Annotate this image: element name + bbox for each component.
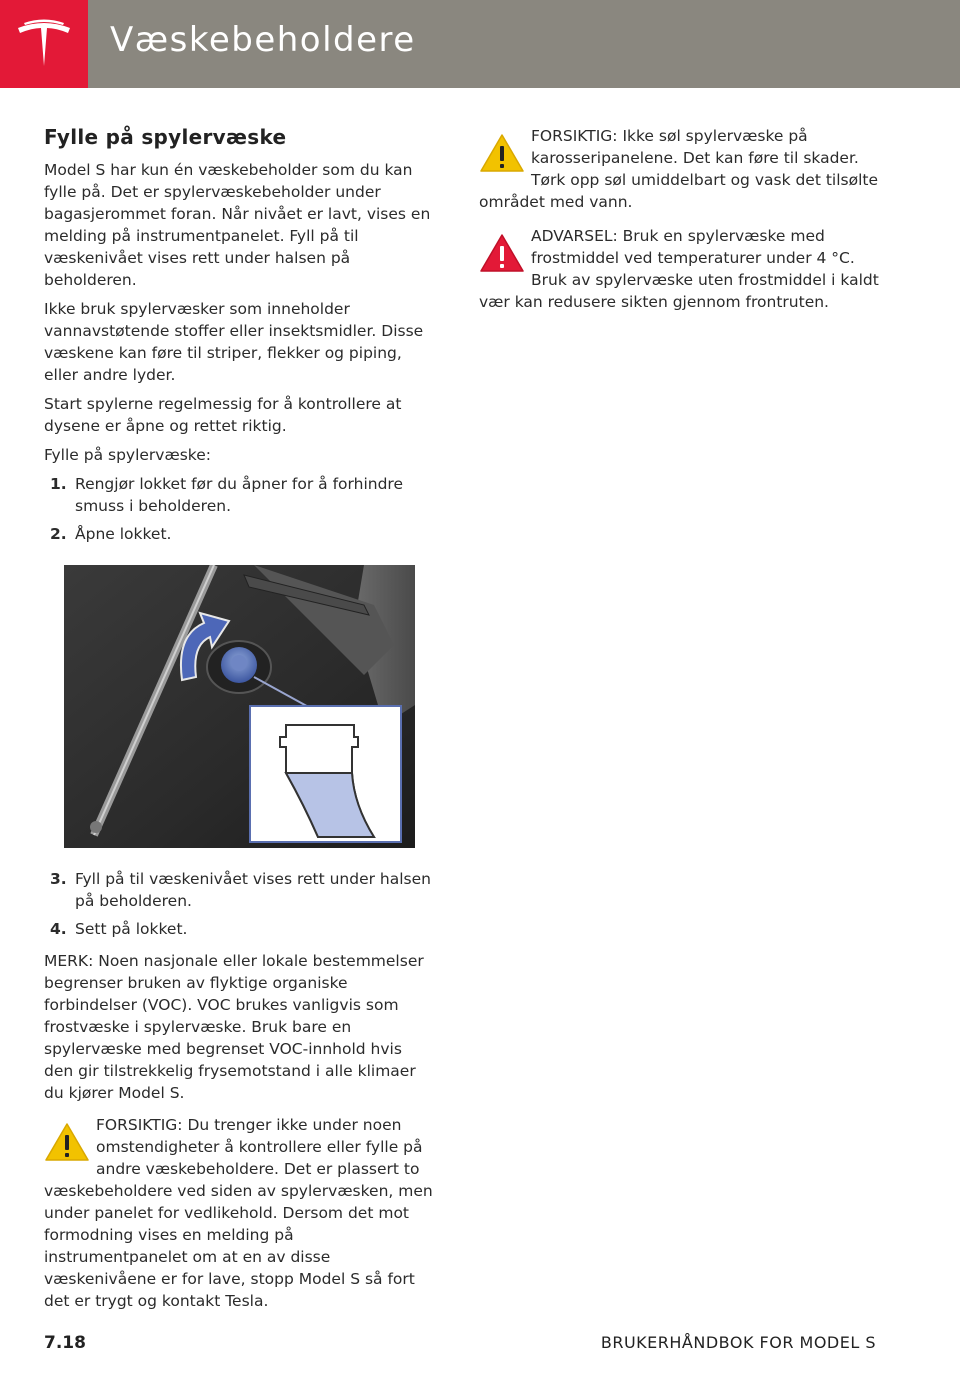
list-item: 2. Åpne lokket. [50, 525, 172, 543]
steps-list [44, 868, 436, 940]
note-paragraph: MERK: Noen nasjonale eller lokale bestemmelser begrenser bruken av flyktige organiske forbindelser (VOC). VOC brukes vanligvis som frostvæske i spylervæske. Bruk bare en spylervæske med begrenset VOC-innhold hvis den gir tilstrekkelig frysemotstand i alle klimaer du kjører Model S. [44, 952, 424, 1102]
list-item: 1. Rengjør lokket før du åpner for å forhindre smuss i beholderen. [50, 475, 403, 515]
paragraph: Ikke bruk spylervæsker som inneholder vannavstøtende stoffer eller insektsmidler. Disse væskene kan føre til striper, flekker og piping, eller andre lyder. [44, 300, 424, 384]
caution-block: FORSIKTIG: Du trenger ikke under noen omstendigheter å kontrollere eller fylle på andre væskebeholdere. Det er plassert to væskebeholdere ved siden av spylervæsken, men under panelet for vedlikehold. Dersom det mot formodning vises en melding på instrumentpanelet om at en av disse væskenivåene er for lave, stopp Model S så fort det er trygt og kontakt Tesla. [44, 1116, 433, 1310]
warning-triangle-icon [479, 233, 525, 273]
list-item: 4. Sett på lokket. [50, 920, 188, 938]
list-item: 3. Fyll på til væskenivået vises rett under halsen på beholderen. [50, 870, 431, 910]
washer-reservoir-illustration [64, 565, 415, 848]
tesla-logo-icon [14, 14, 74, 74]
tesla-logo [0, 0, 88, 88]
right-column [479, 125, 879, 325]
paragraph: Fylle på spylervæske: [44, 446, 211, 464]
page-title: Væskebeholdere [110, 20, 416, 60]
section-heading: Fylle på spylervæske [44, 125, 287, 149]
page-header [0, 0, 960, 88]
paragraph: Start spylerne regelmessig for å kontrollere at dysene er åpne og rettet riktig. [44, 395, 402, 435]
manual-title: BRUKERHÅNDBOK FOR MODEL S [600, 1333, 876, 1352]
caution-triangle-icon [44, 1122, 90, 1162]
caution-triangle-icon [479, 133, 525, 173]
steps-list [44, 473, 436, 545]
paragraph: Model S har kun én væskebeholder som du kan fylle på. Det er spylervæskebeholder under bagasjerommet foran. Når nivået er lavt, vises en melding på instrumentpanelet. Fyll på til væskenivået vises rett under halsen på beholderen. [44, 161, 431, 289]
warning-block: ADVARSEL: Bruk en spylervæske med frostmiddel ved temperaturer under 4 °C. Bruk av spylervæske uten frostmiddel i kaldt vær kan redusere sikten gjennom frontruten. [479, 227, 879, 311]
caution-block: FORSIKTIG: Ikke søl spylervæske på karosseripanelene. Det kan føre til skader. Tørk opp søl umiddelbart og vask det tilsølte området med vann. [479, 127, 879, 211]
left-column [44, 125, 436, 1324]
page-number: 7.18 [44, 1333, 86, 1353]
